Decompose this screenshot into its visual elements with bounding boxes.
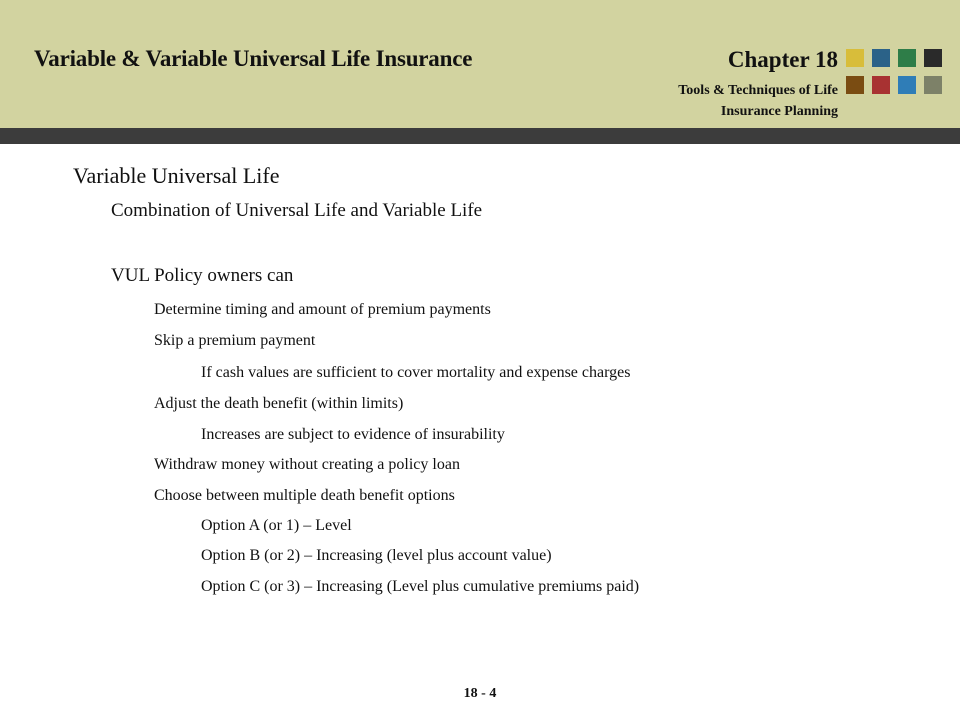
header-divider-bar bbox=[0, 128, 960, 144]
swatch-brown bbox=[846, 76, 864, 94]
bullet-text: Determine timing and amount of premium payments bbox=[154, 301, 491, 318]
bullet-text: Combination of Universal Life and Variable Life bbox=[111, 200, 483, 221]
swatch-red bbox=[872, 76, 890, 94]
chapter-label: Chapter 18 bbox=[727, 47, 838, 72]
bullet-text: Withdraw money without creating a policy loan bbox=[154, 456, 460, 473]
swatch-green bbox=[898, 49, 916, 67]
bullet-text: Adjust the death benefit (within limits) bbox=[154, 395, 404, 412]
bullet-text: Variable Universal Life bbox=[73, 163, 280, 188]
swatch-yellow bbox=[846, 49, 864, 67]
swatch-gray bbox=[924, 76, 942, 94]
swatch-light-blue bbox=[898, 76, 916, 94]
bullet-text: VUL Policy owners can bbox=[111, 265, 294, 286]
page-number: 18 - 4 bbox=[463, 686, 497, 701]
bullet-text: Option C (or 3) – Increasing (Level plus cumulative premiums paid) bbox=[201, 578, 640, 595]
chapter-subtitle-line-1: Tools & Techniques of Life bbox=[678, 83, 838, 98]
slide-title: Variable & Variable Universal Life Insurance bbox=[34, 46, 473, 71]
color-swatch-grid bbox=[846, 49, 944, 97]
swatch-blue bbox=[872, 49, 890, 67]
bullet-text: Option B (or 2) – Increasing (level plus account value) bbox=[201, 547, 552, 564]
bullet-text: Increases are subject to evidence of insurability bbox=[201, 426, 505, 443]
chapter-subtitle-line-2: Insurance Planning bbox=[720, 104, 838, 119]
chapter-subtitle bbox=[618, 80, 838, 122]
bullet-text: Skip a premium payment bbox=[154, 332, 316, 349]
slide-header bbox=[0, 0, 960, 128]
bullet-text: If cash values are sufficient to cover mortality and expense charges bbox=[201, 364, 631, 381]
bullet-text: Option A (or 1) – Level bbox=[201, 517, 352, 534]
swatch-black bbox=[924, 49, 942, 67]
bullet-text: Choose between multiple death benefit options bbox=[154, 487, 455, 504]
